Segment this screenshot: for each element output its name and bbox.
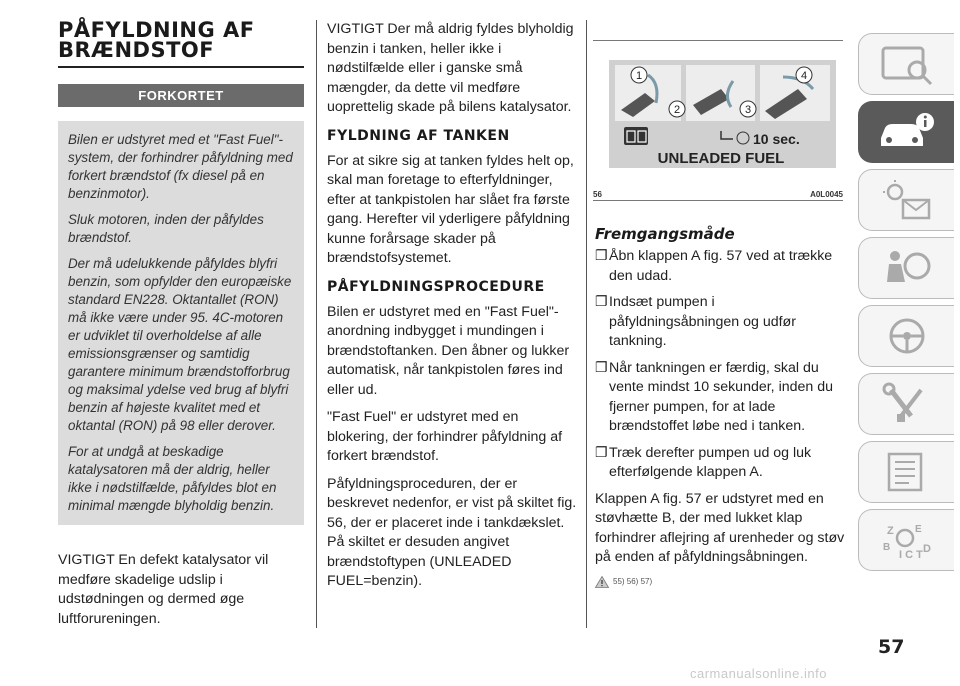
car-info-icon <box>875 110 939 154</box>
watermark: carmanualsonline.info <box>690 666 827 681</box>
tab-driving[interactable] <box>858 305 954 367</box>
svg-text:E: E <box>914 524 922 535</box>
warning-triangle-icon <box>595 576 609 588</box>
title-line-1: PÅFYLDNING AF <box>58 18 255 42</box>
tab-warning-lights[interactable] <box>858 169 954 231</box>
figure-code: A0L0045 <box>810 190 843 199</box>
procedure-paragraph: Bilen er udstyret med en "Fast Fuel"-anordning indbygget i mundingen i brændstoftanken. Den åbner og lukker automatisk, når tankpistolen føres ind eller ud. <box>327 303 570 398</box>
step-1-label: 1 <box>635 70 643 82</box>
dashboard-icon <box>877 42 937 86</box>
step-3-label: 3 <box>744 104 752 116</box>
title-rule <box>58 66 304 68</box>
steering-wheel-icon <box>877 314 937 358</box>
label-paragraph: Påfyldningsproceduren, der er beskrevet nedenfor, er vist på skiltet fig. 56, der er placeret inde i tankdækslet. På skiltet er desuden angivet brændstoftypen (UNLEADED FUEL=benzin). <box>327 475 577 589</box>
tab-safety[interactable] <box>858 237 954 299</box>
filling-paragraph: For at sikre sig at tanken fyldes helt op, skal man foretage to efterfyldninger, efter at tankpistolen har slået fra første gang. Herefter vil yderligere påfyldning kunne forårsage skader på brændstofsystemet. <box>327 152 574 266</box>
list-item: ❐ Indsæt pumpen i påfyldningsåbningen og udfør tankning. <box>595 294 796 349</box>
maintenance-checklist-icon <box>877 450 937 494</box>
column-divider <box>316 20 317 628</box>
leaded-fuel-warning: VIGTIGT Der må aldrig fyldes blyholdig benzin i tanken, heller ikke i nødstilfælde eller i ganske små mængder, da dette vil medføre uoprettelig skade på bilens katalysator. <box>327 21 574 115</box>
index-alphabet-icon <box>877 518 937 562</box>
right-column <box>595 225 845 588</box>
airbag-safety-icon <box>877 246 937 290</box>
svg-text:Z: Z <box>886 525 894 537</box>
page-title <box>58 20 304 60</box>
fast-fuel-paragraph: "Fast Fuel" er udstyret med en blokering, der forhindrer påfyldning af forkert brændstof. <box>327 409 563 464</box>
dust-cap-paragraph: Klappen A fig. 57 er udstyret med en støvhætte B, der med lukket klap forhindrer aflejring af urenheder og støv på enden af påfyldningsåbningen. <box>595 490 845 565</box>
list-item: ❐ Træk derefter pumpen ud og luk efterfølgende klappen A. <box>595 444 812 480</box>
page-number: 57 <box>878 636 905 658</box>
chapter-sidebar <box>858 33 960 577</box>
middle-column <box>327 20 577 600</box>
section-heading-filling: FYLDNING AF TANKEN <box>327 127 510 144</box>
title-line-2: BRÆNDSTOF <box>58 38 215 62</box>
procedure-heading: Fremgangsmåde <box>595 225 735 243</box>
warning-references: 55) 56) 57) <box>595 576 845 588</box>
unleaded-fuel-label: UNLEADED FUEL <box>657 150 785 167</box>
note-paragraph: Der må udelukkende påfyldes blyfri benzin, som opfylder den europæiske standard EN228. Oktantallet (RON) må ikke være under 95. 4C-motoren er udviklet til overholdelse af alle emissionsgrænser og samtidig garantere minimum brændstofforbrug og maksimal ydelse ved brug af blyfri benzin af højeste kvalitet med et oktantal (RON) på 98 eller derover. <box>68 256 292 433</box>
fuel-label-illustration <box>593 55 843 173</box>
tab-index[interactable] <box>858 509 954 571</box>
catalyst-warning-text: VIGTIGT En defekt katalysator vil medføre skadelige udslip i udstødningen og dermed øge luftforureningen. <box>58 552 269 627</box>
tab-car-info[interactable] <box>858 101 954 163</box>
svg-text:I C T: I C T <box>898 549 923 561</box>
svg-text:B: B <box>882 542 890 553</box>
note-paragraph: Sluk motoren, inden der påfyldes brændstof. <box>68 212 264 245</box>
figure-caption <box>593 190 843 201</box>
figure-number: 56 <box>593 190 602 199</box>
figure-top-rule <box>593 40 843 41</box>
note-paragraph: For at undgå at beskadige katalysatoren må der aldrig, heller ikke i nødstilfælde, påfyldes blot en minimal mængde blyholdig benzin. <box>68 444 277 513</box>
svg-text:D: D <box>922 543 931 555</box>
timer-text: 10 sec. <box>753 131 800 147</box>
fuel-label-figure <box>593 40 843 201</box>
tab-emergency[interactable] <box>858 373 954 435</box>
tab-dashboard[interactable] <box>858 33 954 95</box>
tools-icon <box>877 382 937 426</box>
summary-note-box <box>58 121 304 525</box>
step-4-label: 4 <box>800 70 808 82</box>
note-paragraph: Bilen er udstyret med et "Fast Fuel"-system, der forhindrer påfyldning med forkert brændstof (fx diesel på en benzinmotor). <box>68 132 293 201</box>
left-column <box>58 20 304 637</box>
step-2-label: 2 <box>673 104 681 116</box>
section-banner: FORKORTET <box>58 84 304 107</box>
list-item: ❐ Åbn klappen A fig. 57 ved at trække den udad. <box>595 248 833 284</box>
section-heading-procedure: PÅFYLDNINGSPROCEDURE <box>327 278 545 295</box>
column-divider <box>586 20 587 628</box>
tab-maintenance[interactable] <box>858 441 954 503</box>
list-item: ❐ Når tankningen er færdig, skal du vente mindst 10 sekunder, inden du fjerner pumpen, for at lade brændstoffet løbe ned i tanken. <box>595 359 833 434</box>
warning-lights-icon <box>877 178 937 222</box>
